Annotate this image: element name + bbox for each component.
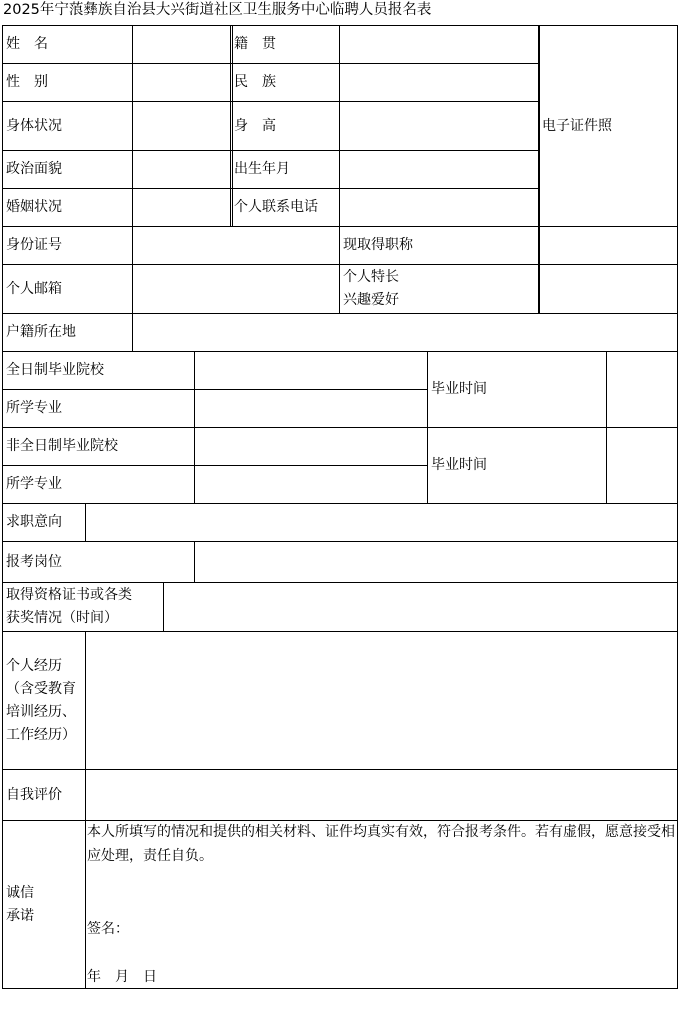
label-exp-line4: 工作经历） <box>6 726 76 743</box>
label-position: 报考岗位 <box>2 541 195 583</box>
label-pledge-line1: 诚信 <box>6 884 34 901</box>
label-cert-line2: 获奖情况（时间） <box>6 610 118 626</box>
field-email[interactable] <box>132 264 340 314</box>
field-health[interactable] <box>132 101 233 151</box>
field-job-intent[interactable] <box>85 503 678 542</box>
pledge-sign-label: 签名： <box>87 921 129 937</box>
field-self-eval[interactable] <box>85 769 678 821</box>
label-gender: 性 别 <box>2 63 133 102</box>
field-parttime-school[interactable] <box>194 427 428 466</box>
label-major-1: 所学专业 <box>2 389 195 428</box>
label-specialty-line2: 兴趣爱好 <box>343 292 399 308</box>
label-health: 身体状况 <box>2 101 133 151</box>
field-height[interactable] <box>339 101 540 151</box>
label-job-intent: 求职意向 <box>2 503 86 542</box>
label-cert-line1: 取得资格证书或各类 <box>6 587 132 603</box>
label-grad-time-2: 毕业时间 <box>427 427 607 504</box>
label-parttime-school: 非全日制毕业院校 <box>2 427 195 466</box>
field-major-1[interactable] <box>194 389 428 428</box>
label-id-number: 身份证号 <box>2 226 133 265</box>
field-grad-time-2[interactable] <box>606 427 678 504</box>
label-pledge <box>2 820 86 989</box>
label-exp-line1: 个人经历 <box>6 657 62 674</box>
field-gender[interactable] <box>132 63 233 102</box>
field-politics[interactable] <box>132 150 233 189</box>
form-title: 2025年宁蒗彝族自治县大兴街道社区卫生服务中心临聘人员报名表 <box>3 2 432 18</box>
pledge-text: 本人所填写的情况和提供的相关材料、证件均真实有效，符合报考条件。若有虚假，愿意接受相应处理，责任自负。 <box>87 824 675 864</box>
label-name: 姓 名 <box>2 25 133 64</box>
field-household[interactable] <box>132 313 678 352</box>
field-birth[interactable] <box>339 150 540 189</box>
label-title-obtained: 现取得职称 <box>339 226 540 265</box>
label-exp-line3: 培训经历、 <box>6 703 76 720</box>
field-grad-time-1[interactable] <box>606 351 678 428</box>
field-id-number[interactable] <box>132 226 340 265</box>
label-fulltime-school: 全日制毕业院校 <box>2 351 195 390</box>
label-exp-line2: （含受教育 <box>6 680 76 697</box>
field-major-2[interactable] <box>194 465 428 504</box>
label-politics: 政治面貌 <box>2 150 133 189</box>
label-phone: 个人联系电话 <box>230 188 340 227</box>
label-pledge-line2: 承诺 <box>6 907 34 924</box>
field-experience[interactable] <box>85 631 678 770</box>
label-photo[interactable]: 电子证件照 <box>538 25 678 227</box>
field-phone[interactable] <box>339 188 540 227</box>
field-native-place[interactable] <box>339 25 540 64</box>
field-title-obtained[interactable] <box>538 226 678 265</box>
label-grad-time-1: 毕业时间 <box>427 351 607 428</box>
field-position[interactable] <box>194 541 678 583</box>
label-certificates <box>2 582 164 632</box>
label-ethnicity: 民 族 <box>230 63 340 102</box>
pledge-date-label: 年 月 日 <box>87 969 157 985</box>
label-marital: 婚姻状况 <box>2 188 133 227</box>
label-email: 个人邮箱 <box>2 264 133 314</box>
label-specialty <box>339 264 540 314</box>
label-household: 户籍所在地 <box>2 313 133 352</box>
label-major-2: 所学专业 <box>2 465 195 504</box>
label-self-eval: 自我评价 <box>2 769 86 821</box>
label-height: 身 高 <box>230 101 340 151</box>
label-native-place: 籍 贯 <box>230 25 340 64</box>
field-certificates[interactable] <box>163 582 678 632</box>
field-name[interactable] <box>132 25 233 64</box>
field-fulltime-school[interactable] <box>194 351 428 390</box>
label-specialty-line1: 个人特长 <box>343 269 399 285</box>
field-marital[interactable] <box>132 188 233 227</box>
field-specialty[interactable] <box>538 264 678 314</box>
label-experience <box>2 631 86 770</box>
label-birth: 出生年月 <box>230 150 340 189</box>
field-ethnicity[interactable] <box>339 63 540 102</box>
